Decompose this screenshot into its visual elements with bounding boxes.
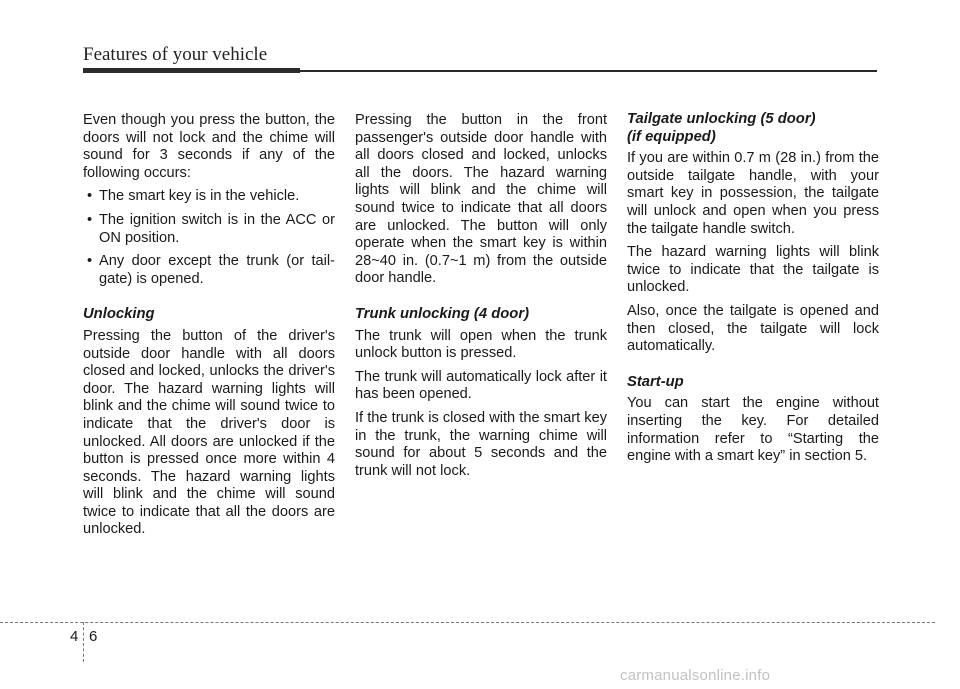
unlocking-paragraph: Pressing the button of the driver's outside door handle with all doors closed and locked, unlocks the driver's door. The hazard warning lights will blink and the chime will sound twice to indicate that the driver's door is unlocked. All doors are unlocked if the button is pressed once more within 4 seconds. The hazard warning lights will blink and the chime will sound twice to indicate that all the doors are unlocked. [83, 327, 335, 538]
lock-conditions-intro: Even though you press the button, the doors will not lock and the chime will sound for 3 seconds if any of the following occurs: [83, 112, 335, 181]
chapter-number: 4 [70, 628, 79, 645]
header-rule-thin [300, 70, 877, 72]
footer-vertical-divider [83, 622, 84, 662]
text-column-2 [355, 112, 607, 486]
tailgate-heading-line-1: Tailgate unlocking (5 door) [627, 111, 816, 127]
tailgate-unlocking-heading [627, 111, 879, 146]
tailgate-paragraph-2: The hazard warning lights will blink twice to indicate that the tailgate is unlocked. [627, 244, 879, 296]
footer-dashed-rule [0, 622, 935, 623]
tailgate-paragraph-3: Also, once the tailgate is opened and then closed, the tailgate will lock automatically. [627, 302, 879, 355]
unlocking-heading: Unlocking [83, 306, 155, 323]
page-number: 6 [89, 628, 98, 645]
trunk-unlocking-heading: Trunk unlocking (4 door) [355, 305, 530, 322]
list-item: • The smart key is in the vehicle. [83, 188, 335, 206]
start-up-heading: Start-up [627, 373, 684, 390]
list-item: • The ignition switch is in the ACC or ON position. [83, 212, 335, 247]
passenger-unlock-paragraph: Pressing the button in the front passenger's outside door handle with all doors closed and locked, unlocks all the doors. The hazard warning lights will blink and the chime will sound twice to indicate that all doors are unlocked. The button will only operate when the smart key is within 28~40 in. (0.7~1 m) from the outside door handle. [355, 112, 607, 287]
page-header-title: Features of your vehicle [83, 44, 268, 65]
watermark-text: carmanualsonline.info [620, 667, 771, 684]
list-item: • Any door except the trunk (or tail-gate) is opened. [83, 253, 335, 288]
trunk-paragraph-1: The trunk will open when the trunk unlock button is pressed. [355, 327, 607, 362]
lock-conditions-list [83, 188, 335, 288]
text-column-1 [83, 112, 335, 545]
tailgate-paragraph-1: If you are within 0.7 m (28 in.) from the outside tailgate handle, with your smart key in possession, the tailgate will unlock and open when you press the tailgate handle switch. [627, 150, 879, 237]
trunk-paragraph-2: The trunk will automatically lock after it has been opened. [355, 368, 607, 403]
start-up-paragraph: You can start the engine without inserting the key. For detailed information refer to “Starting the engine with a smart key” in section 5. [627, 395, 879, 465]
tailgate-heading-line-2: (if equipped) [627, 128, 716, 145]
trunk-paragraph-3: If the trunk is closed with the smart key in the trunk, the warning chime will sound for about 5 seconds and the trunk will not lock. [355, 409, 607, 479]
text-column-3 [627, 111, 879, 472]
header-rule-thick [83, 68, 300, 73]
